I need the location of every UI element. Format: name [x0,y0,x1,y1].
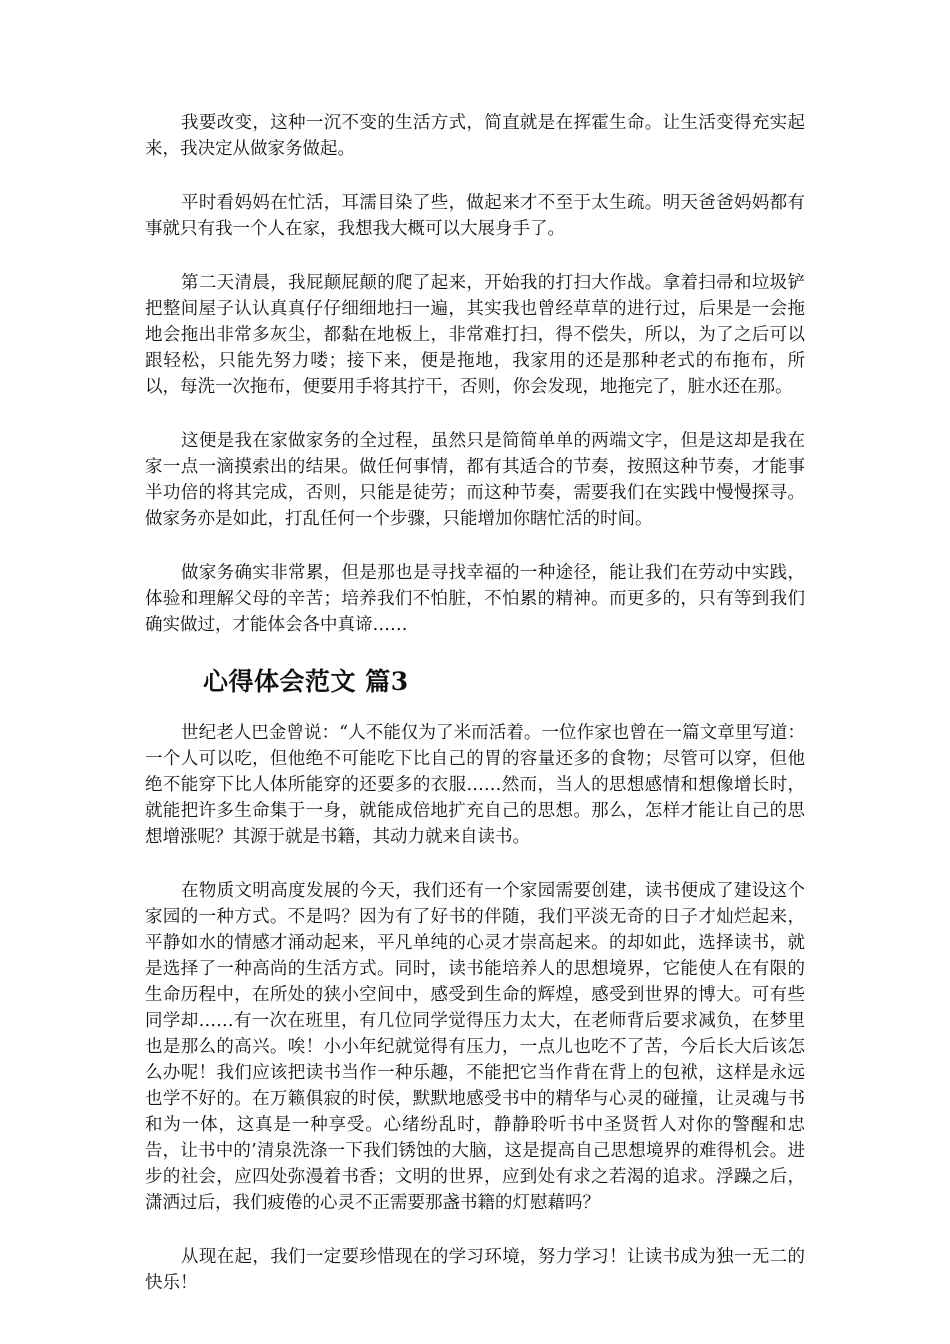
paragraph-reading-3: 从现在起，我们一定要珍惜现在的学习环境，努力学习！让读书成为独一无二的快乐！ [145,1247,805,1293]
paragraph-housework-3: 第二天清晨，我屁颠屁颠的爬了起来，开始我的打扫大作战。拿着扫帚和垃圾铲把整间屋子认认真真仔仔细细地扫一遍，其实我也曾经草草的进行过，后果是一会拖地会拖出非常多灰尘，都黏在地板上，非常难打扫，得不偿失，所以，为了之后可以跟轻松，只能先努力喽；接下来，便是拖地，我家用的还是那种老式的布拖布，所以，每洗一次拖布，便要用手将其拧干，否则，你会发现，地拖完了，脏水还在那。 [145,273,805,397]
section-heading: 心得体会范文 篇3 [203,667,409,696]
paragraph-housework-1: 我要改变，这种一沉不变的生活方式，简直就是在挥霍生命。让生活变得充实起来，我决定从做家务做起。 [145,113,805,159]
paragraph-housework-4: 这便是我在家做家务的全过程，虽然只是简简单单的两端文字，但是这却是我在家一点一滴摸索出的结果。做任何事情，都有其适合的节奏，按照这种节奏，才能事半功倍的将其完成，否则，只能是徒劳；而这种节奏，需要我们在实践中慢慢探寻。做家务亦是如此，打乱任何一个步骤，只能增加你瞎忙活的时间。 [145,431,805,529]
paragraph-housework-2: 平时看妈妈在忙活，耳濡目染了些，做起来才不至于太生疏。明天爸爸妈妈都有事就只有我一个人在家，我想我大概可以大展身手了。 [145,193,805,239]
paragraph-reading-1: 世纪老人巴金曾说：“人不能仅为了米而活着。一位作家也曾在一篇文章里写道：一个人可以吃，但他绝不可能吃下比自己的胃的容量还多的食物；尽管可以穿，但他绝不能穿下比人体所能穿的还要多的衣服……然而，当人的思想感情和想像增长时，就能把许多生命集于一身，就能成倍地扩充自己的思想。那么，怎样才能让自己的思想增涨呢？其源于就是书籍，其动力就来自读书。 [145,723,805,847]
paragraph-housework-5: 做家务确实非常累，但是那也是寻找幸福的一种途径，能让我们在劳动中实践，体验和理解父母的辛苦；培养我们不怕脏，不怕累的精神。而更多的，只有等到我们确实做过，才能体会各中真谛…… [145,563,805,635]
document-page [145,110,805,1324]
paragraph-reading-2: 在物质文明高度发展的今天，我们还有一个家园需要创建，读书便成了建设这个家园的一种方式。不是吗？因为有了好书的伴随，我们平淡无奇的日子才灿烂起来，平静如水的情感才涌动起来，平凡单纯的心灵才崇高起来。的却如此，选择读书，就是选择了一种高尚的生活方式。同时，读书能培养人的思想境界，它能使人在有限的生命历程中，在所处的狭小空间中，感受到生命的辉煌，感受到世界的博大。可有些同学却……有一次在班里，有几位同学觉得压力太大，在老师背后要求减负，在梦里也是那么的高兴。唉！小小年纪就觉得有压力，一点儿也吃不了苦，今后长大后该怎么办呢！我们应该把读书当作一种乐趣，不能把它当作背在背上的包袱，这样是永远也学不好的。在万籁俱寂的时侯，默默地感受书中的精华与心灵的碰撞，让灵魂与书和为一体，这真是一种享受。心绪纷乱时，静静聆听书中圣贤哲人对你的警醒和忠告，让书中的’清泉洗涤一下我们锈蚀的大脑，这是提高自己思想境界的难得机会。进步的社会，应四处弥漫着书香；文明的世界，应到处有求之若渴的追求。浮躁之后，潇洒过后，我们疲倦的心灵不正需要那盏书籍的灯慰藉吗？ [145,881,805,1213]
